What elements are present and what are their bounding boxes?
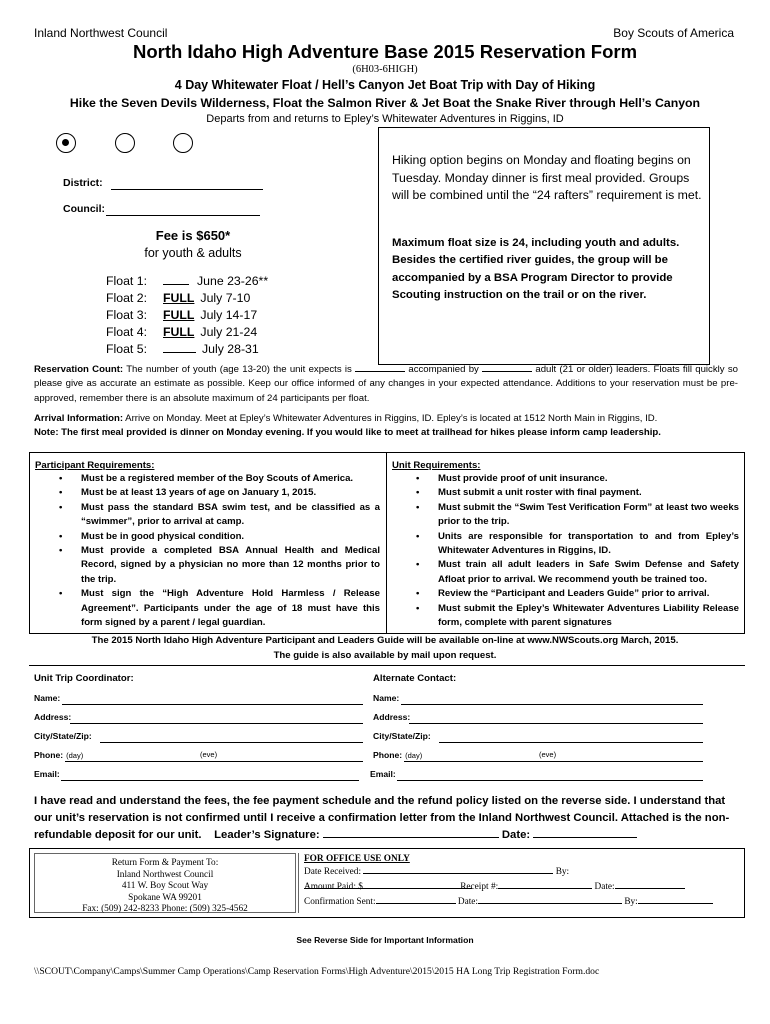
adult-count-input[interactable]	[482, 371, 532, 372]
office-row	[304, 895, 739, 910]
unit-requirements-title: Unit Requirements:	[392, 460, 481, 471]
office-label: By:	[555, 867, 570, 877]
signature-date-label: Date:	[501, 829, 531, 841]
requirement-item: • Units are responsible for transportation to and from Epley’s Whitewater Adventures in Riggins, ID.	[438, 530, 739, 559]
youth-count-input[interactable]	[355, 371, 405, 372]
return-line: Spokane WA 99201	[128, 892, 202, 903]
option-radio-2[interactable]	[115, 133, 135, 153]
return-address-box	[34, 853, 296, 913]
float-label: Float 5:	[106, 342, 148, 356]
field-label: Name:	[373, 693, 400, 703]
float-dates: July 14-17	[200, 308, 258, 322]
field-label: Address:	[373, 712, 411, 722]
confirmation-by-input[interactable]	[638, 903, 713, 904]
date-received-input[interactable]	[363, 873, 553, 874]
coordinator-city-field[interactable]	[34, 731, 363, 743]
fee-title: Fee is $650*	[155, 228, 231, 243]
reservation-count	[34, 363, 738, 406]
signature-date-input[interactable]	[533, 837, 637, 838]
alternate-name-field[interactable]	[373, 693, 703, 705]
reservation-text: adult (21 or older) leaders. Floats fill quickly so please give as accurate an estimate as possible. Keep our office informed of any changes in your expected attendance. Additions to your reservation must be pre-approved, remember there is an absolute maximum of 24 participants per float.	[34, 364, 738, 404]
office-title: FOR OFFICE USE ONLY	[304, 854, 410, 864]
phone-day-label: (day)	[66, 751, 84, 760]
office-row	[304, 880, 739, 895]
council-name: Inland Northwest Council	[34, 26, 168, 40]
arrival-info	[34, 412, 738, 426]
float-size-info: Maximum float size is 24, including youth and adults. Besides the certified river guides, the group will be accompanied by a BSA Program Director to provide Scouting instruction on the trail or on the river.	[392, 237, 680, 302]
reservation-text: accompanied by	[408, 364, 479, 375]
alternate-contact-title: Alternate Contact:	[373, 673, 457, 684]
participant-requirements-title: Participant Requirements:	[35, 460, 155, 471]
float-dates: July 21-24	[200, 325, 258, 339]
return-line: Return Form & Payment To:	[111, 858, 219, 868]
office-label: Date:	[594, 882, 615, 892]
float-row	[106, 290, 268, 307]
office-label: Amount Paid: $	[304, 882, 363, 892]
coordinator-email-field[interactable]	[34, 769, 359, 781]
participant-requirements	[35, 459, 380, 630]
guide-mail-info: The guide is also available by mail upon request.	[273, 650, 497, 661]
float-list	[106, 273, 268, 358]
section-divider	[29, 665, 745, 666]
float-row	[106, 341, 268, 358]
requirement-item: • Must be in good physical condition.	[81, 530, 380, 544]
alternate-phone-field[interactable]	[373, 750, 703, 762]
field-label: Phone:	[373, 750, 403, 760]
reservation-text: The number of youth (age 13-20) the unit expects is	[126, 364, 352, 375]
phone-eve-label: (eve)	[539, 750, 557, 759]
return-line: Inland Northwest Council	[116, 869, 214, 880]
field-label: City/State/Zip:	[34, 731, 92, 741]
trip-subtitle: 4 Day Whitewater Float / Hell’s Canyon Jet Boat Trip with Day of Hiking	[174, 78, 596, 92]
phone-day-label: (day)	[405, 751, 423, 760]
option-radio-1[interactable]	[56, 133, 76, 153]
return-office-box	[29, 848, 745, 918]
reverse-side-note: See Reverse Side for Important Information	[296, 935, 474, 945]
return-line: Fax: (509) 242-8233 Phone: (509) 325-4562	[82, 904, 248, 914]
requirement-item: • Must be at least 13 years of age on January 1, 2015.	[81, 486, 380, 500]
office-label: By:	[624, 897, 638, 907]
reservation-label: Reservation Count:	[34, 364, 124, 375]
float-row	[106, 273, 268, 290]
office-label: Date:	[457, 897, 478, 907]
field-label: Address:	[34, 712, 72, 722]
unit-requirements	[392, 459, 739, 630]
arrival-text: Arrive on Monday. Meet at Epley’s Whitewater Adventures in Riggins, ID. Epley’s is located at 1512 North Main in Riggins, ID.	[125, 413, 658, 424]
requirement-item: • Must pass the standard BSA swim test, and be classified as a “swimmer”, prior to arrival at camp.	[81, 501, 380, 530]
field-label: Phone:	[34, 750, 64, 760]
organization-name: Boy Scouts of America	[613, 26, 734, 40]
field-label: Email:	[370, 769, 396, 779]
coordinator-name-field[interactable]	[34, 693, 363, 705]
trip-description: Hike the Seven Devils Wilderness, Float the Salmon River & Jet Boat the Snake River through Hell’s Canyon	[69, 96, 701, 110]
confirmation-sent-input[interactable]	[376, 903, 456, 904]
float-label: Float 4:	[106, 325, 148, 339]
receipt-input[interactable]	[498, 888, 592, 889]
office-label: Receipt #:	[460, 882, 499, 892]
guide-info: The 2015 North Idaho High Adventure Participant and Leaders Guide will be available on-line at www.NWScouts.org March, 2015.	[91, 635, 679, 646]
office-label: Date Received:	[304, 867, 362, 877]
requirement-item: • Review the “Participant and Leaders Guide” prior to arrival.	[438, 587, 739, 601]
radio-selected-dot	[62, 139, 69, 146]
arrival-label: Arrival Information:	[34, 413, 124, 424]
fee-subtitle: for youth & adults	[144, 246, 242, 260]
float-dates: July 7-10	[200, 291, 251, 305]
return-line: 411 W. Boy Scout Way	[121, 881, 209, 891]
float-dates: July 28-31	[202, 342, 259, 356]
office-use-section	[304, 853, 739, 910]
phone-eve-label: (eve)	[200, 750, 218, 759]
field-label: City/State/Zip:	[373, 731, 431, 741]
payment-date-input[interactable]	[615, 888, 685, 889]
requirement-item: • Must submit a unit roster with final payment.	[438, 486, 739, 500]
requirement-item: • Must be a registered member of the Boy Scouts of America.	[81, 472, 380, 486]
district-label: District:	[63, 177, 103, 189]
float-row	[106, 324, 268, 341]
signature-input[interactable]	[323, 837, 499, 838]
float-status: FULL	[163, 291, 195, 305]
alternate-address-field[interactable]	[373, 712, 703, 724]
requirement-item: • Must sign the “High Adventure Hold Harmless / Release Agreement”. Participants under the age of 18 must have this form signed by a parent / legal guardian.	[81, 587, 380, 630]
agreement-text: I have read and understand the fees, the fee payment schedule and the refund policy listed on the reverse side. I understand that our unit’s reservation is not confirmed until I receive a confirmation letter from the Inland Northwest Council. Attached is the non-refundable deposit for our unit.	[34, 795, 730, 841]
coordinator-title: Unit Trip Coordinator:	[34, 673, 134, 684]
float-status-blank[interactable]	[163, 352, 196, 353]
requirements-box	[29, 452, 745, 634]
float-label: Float 2:	[106, 291, 148, 305]
alternate-city-field[interactable]	[373, 731, 703, 743]
field-label: Name:	[34, 693, 61, 703]
amount-paid-input[interactable]	[363, 888, 458, 889]
form-code: (6H03-6HIGH)	[352, 64, 418, 75]
requirement-item: • Must submit the Epley’s Whitewater Adventures Liability Release form, complete with parent signatures	[438, 602, 739, 631]
requirement-item: • Must train all adult leaders in Safe Swim Defense and Safety Afloat prior to arrival. We recommend youth be trained too.	[438, 558, 739, 587]
coordinator-address-field[interactable]	[34, 712, 363, 724]
signature-label: Leader’s Signature:	[214, 829, 320, 841]
float-label: Float 3:	[106, 308, 148, 322]
office-label: Confirmation Sent:	[304, 897, 376, 907]
hiking-info: Hiking option begins on Monday and floating begins on Tuesday. Monday dinner is first meal provided. Groups will be combined until the “24 rafters” requirement is met.	[392, 153, 702, 203]
form-title: North Idaho High Adventure Base 2015 Reservation Form	[132, 41, 638, 62]
requirement-item: • Must submit the “Swim Test Verification Form” at least two weeks prior to the trip.	[438, 501, 739, 530]
alternate-email-field[interactable]	[370, 769, 703, 781]
requirement-item: • Must provide proof of unit insurance.	[438, 472, 739, 486]
district-input[interactable]	[111, 189, 263, 190]
float-status: FULL	[163, 325, 195, 339]
requirement-item: • Must provide a completed BSA Annual Health and Medical Record, signed by a physician no more than 12 months prior to the trip.	[81, 544, 380, 587]
file-path: \\SCOUT\Company\Camps\Summer Camp Operations\Camp Reservation Forms\High Adventure\2015\2015 HA Long Trip Registration Form.doc	[34, 966, 600, 977]
float-row	[106, 307, 268, 324]
departure-info: Departs from and returns to Epley’s Whitewater Adventures in Riggins, ID	[206, 113, 564, 125]
column-divider	[386, 453, 387, 633]
confirmation-date-input[interactable]	[478, 903, 622, 904]
council-input[interactable]	[106, 215, 260, 216]
agreement-statement	[34, 793, 744, 844]
box-divider	[298, 853, 299, 913]
option-radio-3[interactable]	[173, 133, 193, 153]
arrival-note: Note: The first meal provided is dinner on Monday evening. If you would like to meet at trailhead for hikes please inform camp leadership.	[34, 427, 661, 438]
council-label: Council:	[63, 203, 105, 215]
coordinator-phone-field[interactable]	[34, 750, 363, 762]
trip-info-box	[378, 127, 710, 365]
field-label: Email:	[34, 769, 60, 779]
float-status-blank[interactable]	[163, 284, 189, 285]
office-row	[304, 865, 739, 880]
float-label: Float 1:	[106, 274, 148, 288]
float-status: FULL	[163, 308, 195, 322]
float-dates: June 23-26**	[197, 274, 269, 288]
